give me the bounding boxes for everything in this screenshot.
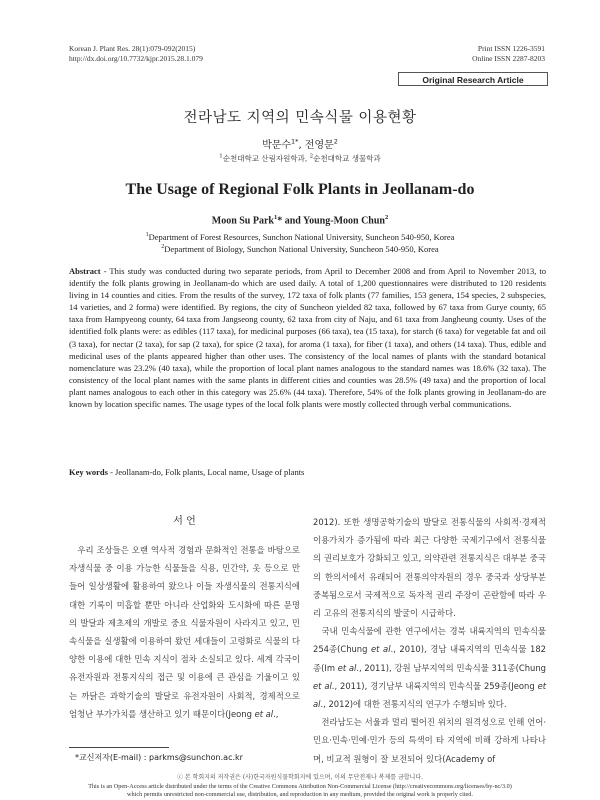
english-author-2-sup: 2: [384, 214, 389, 221]
license-notice: [40, 783, 560, 798]
korean-author-2: 전영문: [304, 140, 334, 151]
english-author-1: Moon Su Park: [211, 215, 274, 227]
english-affil-2-sup: 2: [161, 244, 165, 251]
right-p2-etal-2: et al: [337, 662, 357, 673]
english-affil-2-text: Department of Biology, Sunchon National University, Suncheon 540-950, Korea: [164, 244, 439, 254]
korean-author-1: 박문수: [262, 140, 292, 151]
article-type-badge: Original Research Article: [398, 72, 548, 86]
print-issn: Print ISSN 1226-3591: [477, 44, 545, 53]
issn-header: [472, 44, 545, 64]
korean-affil-1: 순천대학교 산림자원학과,: [222, 154, 310, 163]
english-author-1-star: *: [277, 215, 283, 227]
korean-affil-2-sup: 2: [309, 153, 314, 160]
english-affil-1-text: Department of Forest Resources, Sunchon National University, Suncheon 540-950, Korea: [148, 232, 455, 242]
english-author-2: Young-Moon Chun: [303, 215, 385, 227]
left-text-a: 우리 조상들은 오랜 역사적 경험과 문화적인 전통을 바탕으로 자생식물 중 이용 가능한 식물들을 식용, 민간약, 옷 등으로 만들어 일상생활에 활용하여 왔으나 이들 자생식물의 전통지식에 대한 기록이 미흡할 뿐만 아니라 산업화와 도시화에 따른 문명의 발달과 제초제의 개발로 중요 식물자원이 사라지고 있고, 민속식물을 실생활에 이용하여 왔던 세대들이 고령화로 식물의 다양한 이용에 대한 민속 지식이 점차 소실되고 있다. 세계 각국이 유전자원과 전통지식의 접근 및 이용에 큰 관심을 기울이고 있는 까닭은 과학기술의 발달로 유전자원이 사회적, 경제적으로 엄청난 부가가치를 생산하고 있기 때문이다(Jeong: [69, 545, 300, 719]
right-p2-d: ., 2011), 경기남부 내륙지역의 민속식물 259종(Jeong: [331, 680, 538, 691]
korean-affiliations: [0, 153, 600, 164]
online-issn: Online ISSN 2287-8203: [472, 54, 545, 63]
right-p2-etal-1: et al: [371, 644, 391, 655]
right-paragraph-3: 전라남도는 서울과 멀리 떨어진 위치의 원격성으로 인해 언어·민요·민속·민예·민가 등의 특색이 타 지역에 비해 강하게 나타나며, 비교적 원형이 잘 보전되어 있다(Academy of: [313, 717, 546, 764]
korean-affil-2: 순천대학교 생물학과: [313, 154, 381, 163]
right-paragraph-2: [313, 622, 546, 713]
section-heading-introduction: 서 언: [173, 516, 196, 527]
english-affiliation-2: [0, 244, 600, 254]
right-p2-b: ., 2010), 경남 내륙지역의 민속식물 182종(Im: [313, 644, 547, 673]
abstract: [69, 265, 546, 410]
right-paragraph-1: 2012). 또한 생명공학기술의 발달로 전통식물의 사회적·경제적 이용가치가 증가됨에 따라 최근 다양한 국제기구에서 전통식물의 권리보호가 강화되고 있고, 의약관련 전통지식은 대부분 중국의 한의서에서 유래되어 전통의약자원의 경우 중국과 상당부분 중복됨으로서 국제적으로 독자적 권리 주장이 곤란함에 따라 우리 고유의 전통지식의 발굴이 시급하다.: [313, 517, 546, 619]
keywords-label: Key words: [69, 467, 108, 477]
english-affiliation-1: [0, 232, 600, 242]
right-p2-etal-3: et al: [313, 680, 332, 691]
keywords: [69, 467, 546, 477]
corresponding-author-footnote: *교신저자(E-mail) : parkms@sunchon.ac.kr: [75, 753, 243, 762]
keywords-text: - Jeollanam-do, Folk plants, Local name, Usage of plants: [107, 467, 305, 477]
doi-link[interactable]: http://dx.doi.org/10.7732/kjpr.2015.28.1.079: [69, 54, 203, 63]
left-text-etal: et al: [254, 708, 274, 719]
license-line-1: This is an Open-Access article distributed under the terms of the Creative Commons Attribution Non-Commercial License (http://creativecommons.org/licenses/by-nc/3.0): [88, 783, 512, 790]
copyright-notice: ⓒ 본 학회지의 저작권은 (사)한국자원식물학회지에 있으며, 이의 무단전재나 복제를 금합니다.: [176, 774, 424, 781]
abstract-text: - This study was conducted during two separate periods, from April to December 2008 and from April to November 2013, to identify the folk plants growing in Jeollanam-do which are used daily. A total of 1,200 questionnaires were distributed to 120 residents living in 14 counties and cities. From the results of the survey, 172 taxa of folk plants (77 families, 153 genera, 154 species, 2 subspecies, 14 varieties, and 2 forma) were identified. By regions, the city of Suncheon yielded 82 taxa, followed by 67 taxa from Gurye county, 65 taxa from Hampyeong county, 64 taxa from Jangseong county, 62 taxa from city of Naju, and 61 taxa from Jangheung county. Uses of the identified folk plants were: as edibles (117 taxa), for medicinal purposes (66 taxa), tea (15 taxa), for starch (6 taxa) for vegetable fat and oil (3 taxa), for nectar (2 taxa), for sap (2 taxa), for spice (2 taxa), for aroma (1 taxa), for fiber (1 taxa), and others (14 taxa). Thus, edible and medicinal uses of the plants appeared higher than other uses. The consistency of the local names of plants with the standard botanical nomenclature was 23.2% (40 taxa), while the proportion of local plant names analogous to the standard names was 18.6% (32 taxa). The consistency of the local plant names with the same plants in different cities and counties was 28.5% (49 taxa) and the proportion of local plant names analogous to each other in this category was 25.6% (44 taxa). Therefore, 54% of the folk plants growing in Jeollanam-do are known by location specific names. The usage types of the local folk plants were mostly collected through verbal communications.: [69, 266, 546, 410]
korean-author-1-sup: 1*: [291, 137, 299, 146]
left-text-b: .,: [273, 708, 279, 719]
korean-authors: [0, 136, 600, 151]
right-p2-e: ., 2012)에 대한 전통지식의 연구가 수행되바 있다.: [320, 699, 507, 710]
korean-affil-1-sup: 1: [219, 153, 223, 160]
body-column-right: [313, 513, 546, 768]
english-title: The Usage of Regional Folk Plants in Jeollanam-do: [125, 181, 475, 198]
english-authors: [0, 214, 600, 226]
footnote-divider: [69, 747, 169, 748]
english-author-and: and: [282, 215, 303, 227]
journal-header: [69, 44, 203, 64]
korean-title: 전라남도 지역의 민속식물 이용현황: [183, 110, 417, 126]
korean-author-2-sup: 2: [333, 137, 338, 146]
english-affil-1-sup: 1: [145, 232, 149, 239]
abstract-label: Abstract: [69, 266, 101, 276]
right-p2-a: 국내 민속식물에 관한 연구에서는 경북 내륙지역의 민속식물 254종(Chung: [313, 626, 546, 655]
body-column-left: [69, 541, 300, 723]
right-p2-etal-4: et al: [313, 680, 546, 710]
journal-citation: Korean J. Plant Res. 28(1):079-092(2015): [69, 44, 196, 53]
english-author-1-sup: 1: [273, 214, 278, 221]
license-line-2: which permits unrestricted non-commercial use, distribution, and reproduction in any medium, provided the original work is properly cited.: [127, 790, 473, 798]
korean-author-sep: ,: [298, 140, 305, 151]
right-p2-c: ., 2011), 강원 남부지역의 민속식물 311종(Chung: [356, 662, 546, 673]
